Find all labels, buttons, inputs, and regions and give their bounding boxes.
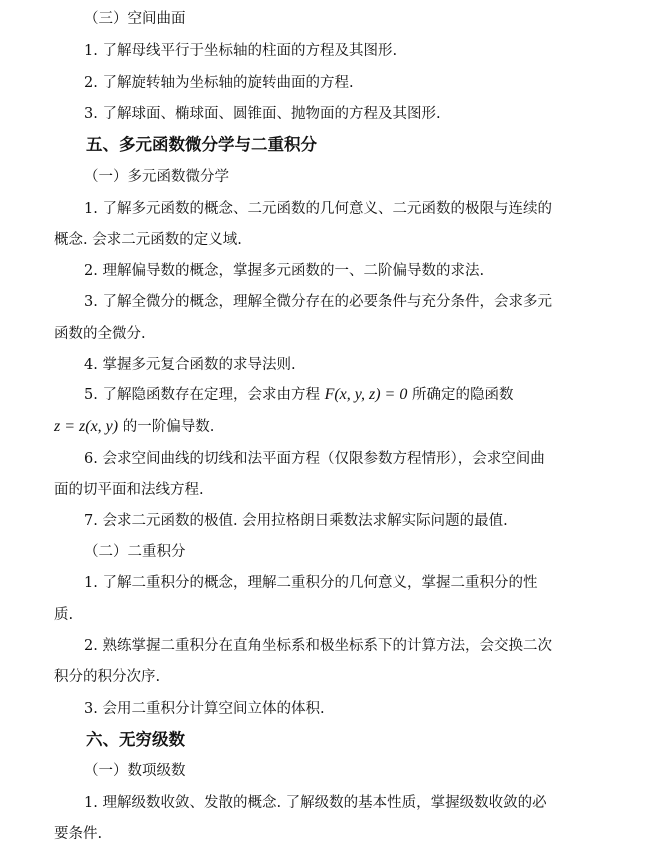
subsection-heading: （一）多元函数微分学	[84, 169, 229, 185]
list-item-continuation: 要条件.	[54, 826, 103, 842]
list-item-continuation: 概念. 会求二元函数的定义域.	[54, 232, 242, 248]
list-item-continuation: 积分的积分次序.	[54, 669, 161, 685]
list-item: 2. 理解偏导数的概念，掌握多元函数的一、二阶偏导数的求法.	[84, 263, 485, 279]
list-item: 4. 掌握多元复合函数的求导法则.	[84, 357, 296, 373]
list-item: 3. 了解球面、椭球面、圆锥面、抛物面的方程及其图形.	[84, 106, 441, 122]
subsection-heading: （二）二重积分	[84, 544, 186, 560]
subsection-heading: （一）数项级数	[84, 763, 186, 779]
list-item: 6. 会求空间曲线的切线和法平面方程（仅限参数方程情形），会求空间曲	[84, 451, 545, 467]
list-item: 1. 理解级数收敛、发散的概念. 了解级数的基本性质，掌握级数收敛的必	[84, 795, 547, 811]
list-item-text: 的一阶偏导数.	[122, 419, 215, 435]
equation: z = z(x, y)	[54, 418, 119, 435]
list-item: 1. 了解多元函数的概念、二元函数的几何意义、二元函数的极限与连续的	[84, 201, 552, 217]
list-item: 3. 了解全微分的概念，理解全微分存在的必要条件与充分条件，会求多元	[84, 294, 552, 310]
list-item: 1. 了解二重积分的概念，理解二重积分的几何意义，掌握二重积分的性	[84, 575, 538, 591]
list-item-continuation: 函数的全微分.	[54, 326, 146, 342]
list-item: 1. 了解母线平行于坐标轴的柱面的方程及其图形.	[84, 43, 398, 59]
list-item-text: 5. 了解隐函数存在定理，会求由方程	[84, 387, 320, 403]
list-item-text: 所确定的隐函数	[411, 387, 514, 403]
list-item-continuation: 质.	[54, 607, 74, 623]
list-item-continuation	[54, 417, 214, 437]
list-item-continuation: 面的切平面和法线方程.	[54, 482, 204, 498]
equation: F(x, y, z) = 0	[324, 386, 408, 403]
list-item	[84, 385, 513, 405]
list-item: 2. 熟练掌握二重积分在直角坐标系和极坐标系下的计算方法，会交换二次	[84, 638, 552, 654]
section-heading: 六、无穷级数	[86, 730, 185, 749]
list-item: 2. 了解旋转轴为坐标轴的旋转曲面的方程.	[84, 75, 354, 91]
list-item: 3. 会用二重积分计算空间立体的体积.	[84, 701, 325, 717]
subsection-heading: （三）空间曲面	[84, 11, 186, 27]
section-heading: 五、多元函数微分学与二重积分	[86, 135, 317, 154]
list-item: 7. 会求二元函数的极值. 会用拉格朗日乘数法求解实际问题的最值.	[84, 513, 508, 529]
